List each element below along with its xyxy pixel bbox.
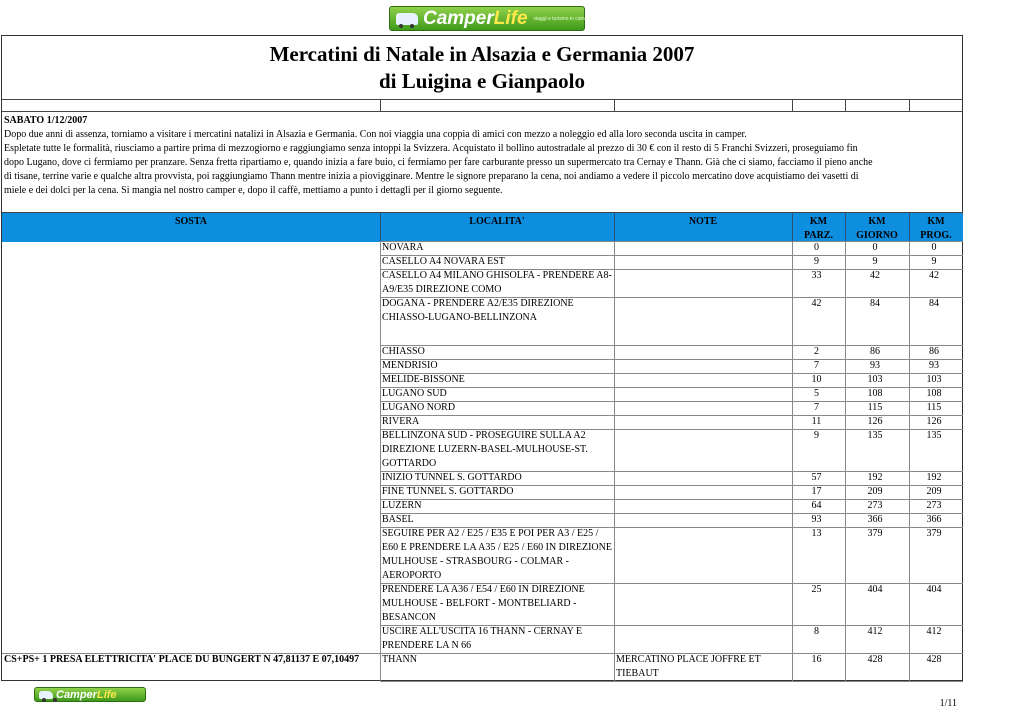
- table-row: [0, 241, 964, 255]
- page-subtitle: di Luigina e Gianpaolo: [379, 69, 585, 93]
- table-row: [0, 255, 964, 269]
- logo-brand-part2: Life: [493, 7, 528, 29]
- cell-km-giorno: 428: [867, 654, 883, 665]
- camper-van-icon: [39, 691, 53, 699]
- cell-km-prog: 135: [926, 430, 942, 441]
- cell-km-parz: 13: [811, 528, 822, 539]
- cell-km-giorno: 42: [870, 270, 880, 281]
- header-km-prog-line2: PROG.: [920, 230, 952, 241]
- table-row: [0, 625, 964, 653]
- logo-brand-part1: Camper: [56, 688, 97, 701]
- table-row: [0, 415, 964, 429]
- table-row: [0, 429, 964, 471]
- table-header: [2, 213, 963, 242]
- cell-km-prog: 273: [926, 500, 942, 511]
- intro-line: Dopo due anni di assenza, torniamo a visitare i mercatini natalizi in Alsazia e Germania. Con noi viaggia una coppia di amici con mezzo a noleggio ed alla loro seconda uscita in camper.: [4, 129, 747, 140]
- table-row: [0, 401, 964, 415]
- intro-line: Espletate tutte le formalità, riusciamo a partire prima di mezzogiorno e raggiungiamo senza intoppi la Svizzera. Acquistato il bollino autostradale al prezzo di 30 € con il resto di 5 Franchi Svizzeri, proseguiamo fin: [4, 143, 858, 154]
- cell-localita: MELIDE-BISSONE: [382, 374, 465, 385]
- table-row: [0, 499, 964, 513]
- cell-km-prog: 9: [931, 256, 937, 267]
- cell-localita: THANN: [382, 654, 417, 665]
- cell-km-giorno: 135: [867, 430, 883, 441]
- logo-brand: [423, 8, 528, 30]
- cell-km-parz: 57: [811, 472, 822, 483]
- cell-km-giorno: 93: [870, 360, 880, 371]
- camperlife-logo-top: [389, 6, 592, 31]
- cell-km-giorno: 86: [870, 346, 880, 357]
- cell-localita: CASELLO A4 MILANO GHISOLFA - PRENDERE A8-A9/E35 DIREZIONE COMO: [382, 270, 612, 295]
- logo-brand-small: [56, 689, 117, 701]
- cell-localita: LUGANO SUD: [382, 388, 447, 399]
- cell-localita: BASEL: [382, 514, 414, 525]
- grid-line: [380, 681, 963, 682]
- cell-localita: MENDRISIO: [382, 360, 438, 371]
- table-row: [0, 387, 964, 401]
- cell-localita: BELLINZONA SUD - PROSEGUIRE SULLA A2 DIREZIONE LUZERN-BASEL-MULHOUSE-ST. GOTTARDO: [382, 430, 588, 469]
- cell-note: MERCATINO PLACE JOFFRE ET TIEBAUT: [616, 654, 761, 679]
- cell-km-parz: 16: [811, 654, 822, 665]
- cell-km-prog: 366: [926, 514, 942, 525]
- cell-km-giorno: 126: [867, 416, 883, 427]
- cell-localita: USCIRE ALL'USCITA 16 THANN - CERNAY E PRENDERE LA N 66: [382, 626, 583, 651]
- cell-km-giorno: 404: [867, 584, 883, 595]
- header-km-giorno-line1: KM: [868, 216, 886, 227]
- table-row: [0, 269, 964, 297]
- intro-line: miele e dei dolci per la cena. Si mangia nel nostro camper e, dopo il caffè, mettiamo a punto i dettagli per il giorno seguente.: [4, 185, 503, 196]
- cell-km-parz: 2: [814, 346, 819, 357]
- cell-km-giorno: 379: [867, 528, 883, 539]
- blank-grid-row: [2, 99, 963, 112]
- cell-km-giorno: 103: [867, 374, 883, 385]
- cell-km-prog: 428: [926, 654, 942, 665]
- cell-km-parz: 42: [811, 298, 822, 309]
- cell-localita: LUGANO NORD: [382, 402, 456, 413]
- logo-tagline: viaggi e turismo in camper: [533, 15, 592, 22]
- cell-km-parz: 9: [814, 430, 819, 441]
- cell-km-parz: 33: [811, 270, 822, 281]
- camper-van-icon: [396, 13, 418, 25]
- cell-km-giorno: 108: [867, 388, 883, 399]
- table-row: [0, 653, 964, 681]
- cell-km-parz: 0: [814, 242, 819, 253]
- cell-localita: RIVERA: [382, 416, 420, 427]
- header-note: NOTE: [688, 216, 718, 227]
- logo-brand-part1: Camper: [423, 7, 494, 29]
- header-km-parz-line2: PARZ.: [804, 230, 833, 241]
- table-row: [0, 297, 964, 345]
- cell-km-prog: 404: [926, 584, 942, 595]
- intro-text: [4, 114, 954, 198]
- cell-localita: CHIASSO: [382, 346, 425, 357]
- table-row: [0, 359, 964, 373]
- cell-km-giorno: 192: [867, 472, 883, 483]
- header-km-parz: [792, 215, 845, 243]
- cell-km-prog: 93: [929, 360, 939, 371]
- cell-km-giorno: 366: [867, 514, 883, 525]
- cell-localita: DOGANA - PRENDERE A2/E35 DIREZIONE CHIASSO-LUGANO-BELLINZONA: [382, 298, 574, 323]
- table-row: [0, 485, 964, 499]
- cell-km-prog: 42: [929, 270, 939, 281]
- cell-km-giorno: 0: [872, 242, 878, 253]
- cell-km-parz: 7: [814, 402, 819, 413]
- cell-km-prog: 126: [926, 416, 942, 427]
- cell-localita: FINE TUNNEL S. GOTTARDO: [382, 486, 514, 497]
- cell-km-giorno: 9: [872, 256, 878, 267]
- cell-localita: NOVARA: [382, 242, 424, 253]
- table-row: [0, 527, 964, 583]
- cell-km-prog: 84: [929, 298, 939, 309]
- page-number: 1/11: [939, 698, 957, 709]
- cell-km-prog: 192: [926, 472, 942, 483]
- intro-line: di tisane, terrine varie e qualche altra provvista, poi raggiungiamo Thann mentre inizia a piovigginare. Mentre le signore preparano la cena, noi andiamo a vedere il piccolo mercatino dove acquistiamo dei vasetti di: [4, 171, 859, 182]
- cell-km-parz: 25: [811, 584, 822, 595]
- header-km-prog: [909, 215, 963, 243]
- cell-km-prog: 412: [926, 626, 942, 637]
- header-km-giorno-line2: GIORNO: [856, 230, 898, 241]
- cell-km-parz: 11: [811, 416, 822, 427]
- cell-km-giorno: 84: [870, 298, 880, 309]
- cell-km-parz: 5: [814, 388, 819, 399]
- cell-km-prog: 209: [926, 486, 942, 497]
- cell-km-giorno: 412: [867, 626, 883, 637]
- table-row: [0, 345, 964, 359]
- cell-km-parz: 7: [814, 360, 819, 371]
- intro-line: dopo Lugano, dove ci fermiamo per pranzare. Senza fretta ripartiamo e, quando inizia a fare buio, ci fermiamo per fare carburante presso un supermercato tra Cernay e Thann. Già che ci siamo, facciamo il pieno anche: [4, 157, 873, 168]
- cell-km-prog: 379: [926, 528, 942, 539]
- header-km-giorno: [845, 215, 909, 243]
- page-title: Mercatini di Natale in Alsazia e Germania 2007: [269, 42, 695, 66]
- table-row: [0, 513, 964, 527]
- cell-km-prog: 108: [926, 388, 942, 399]
- cell-km-parz: 17: [811, 486, 822, 497]
- cell-km-giorno: 273: [867, 500, 883, 511]
- cell-localita: SEGUIRE PER A2 / E25 / E35 E POI PER A3 / E25 / E60 E PRENDERE LA A35 / E25 / E60 IN DIREZIONE MULHOUSE - STRASBOURG - COLMAR - AEROPORTO: [382, 528, 612, 581]
- cell-sosta: CS+PS+ 1 PRESA ELETTRICITA' PLACE DU BUNGERT N 47,81137 E 07,10497: [4, 654, 360, 665]
- header-km-parz-line1: KM: [809, 216, 828, 227]
- cell-localita: CASELLO A4 NOVARA EST: [382, 256, 505, 267]
- cell-km-prog: 115: [926, 402, 942, 413]
- cell-km-parz: 8: [814, 626, 819, 637]
- cell-localita: PRENDERE LA A36 / E54 / E60 IN DIREZIONE MULHOUSE - BELFORT - MONTBELIARD - BESANCON: [382, 584, 585, 623]
- cell-km-parz: 93: [811, 514, 822, 525]
- table-row: [0, 373, 964, 387]
- header-localita: LOCALITA': [469, 216, 525, 227]
- cell-km-prog: 0: [931, 242, 937, 253]
- camperlife-logo-bottom: [34, 687, 146, 702]
- header-sosta: SOSTA: [174, 216, 208, 227]
- intro-day: SABATO 1/12/2007: [4, 115, 88, 126]
- cell-localita: INIZIO TUNNEL S. GOTTARDO: [382, 472, 522, 483]
- cell-km-prog: 86: [929, 346, 939, 357]
- cell-km-giorno: 209: [867, 486, 883, 497]
- cell-km-parz: 9: [814, 256, 819, 267]
- header-km-prog-line1: KM: [927, 216, 945, 227]
- table-row: [0, 583, 964, 625]
- cell-km-parz: 10: [811, 374, 822, 385]
- cell-km-prog: 103: [926, 374, 942, 385]
- cell-km-giorno: 115: [867, 402, 883, 413]
- logo-brand-part2: Life: [96, 688, 117, 701]
- table-row: [0, 471, 964, 485]
- cell-km-parz: 64: [811, 500, 822, 511]
- cell-localita: LUZERN: [382, 500, 422, 511]
